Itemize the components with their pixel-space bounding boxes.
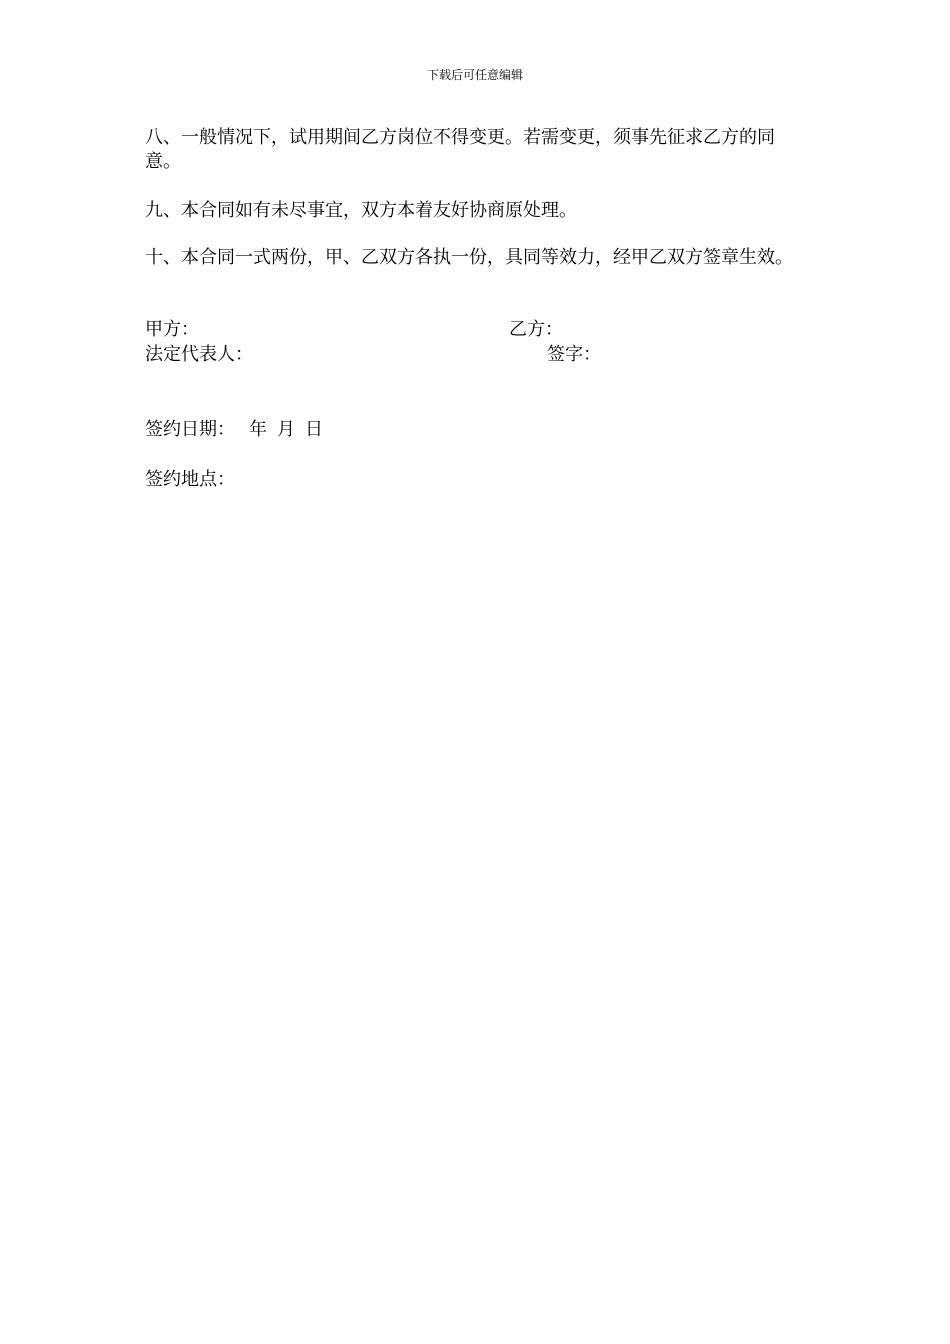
sign-date-label: 签约日期：: [145, 419, 235, 440]
clause-8: 八、一般情况下，试用期间乙方岗位不得变更。若需变更，须事先征求乙方的同意。: [145, 127, 775, 172]
date-day: 日: [305, 419, 323, 440]
legal-representative-label: 法定代表人：: [145, 344, 253, 365]
clause-10: 十、本合同一式两份，甲、乙双方各执一份，具同等效力，经甲乙双方签章生效。: [145, 247, 793, 268]
sign-date-line: [145, 418, 323, 442]
signature-label: 签字：: [547, 344, 601, 365]
party-a-label: 甲方：: [145, 319, 199, 340]
party-b-label: 乙方：: [509, 319, 563, 340]
sign-place-label: 签约地点：: [145, 469, 235, 490]
clause-9: 九、本合同如有未尽事宜，双方本着友好协商原处理。: [145, 200, 577, 221]
date-month: 月: [277, 419, 295, 440]
date-year: 年: [249, 419, 267, 440]
page-header: 下载后可任意编辑: [426, 68, 523, 82]
